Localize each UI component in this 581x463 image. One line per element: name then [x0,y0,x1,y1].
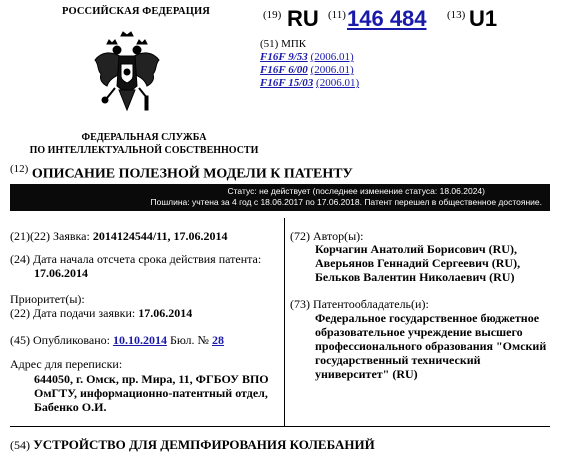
document-title [10,163,353,183]
owner-label: (73) Патентообладатель(и): [290,297,429,311]
owner-line: профессионального образования "Омский [315,339,547,353]
agency-name: ФЕДЕРАЛЬНАЯ СЛУЖБА ПО ИНТЕЛЛЕКТУАЛЬНОЙ СОБСТВЕННОСТИ [29,132,259,156]
address-line: Бабенко О.И. [34,400,107,414]
fee-line: Пошлина: учтена за 4 год с 18.06.2017 по 17.06.2018. Патент перешел в общественное достояние. [150,197,542,207]
filing-date-field: (22) Дата подачи заявки: 17.06.2014 [10,306,193,320]
owner-line: Федеральное государственное бюджетное [315,311,540,325]
utility-model-title-text: УСТРОЙСТВО ДЛЯ ДЕМПФИРОВАНИЯ КОЛЕБАНИЙ [33,437,375,452]
patent-number-link[interactable]: 146 484 [347,6,427,31]
application-number: 2014124544/11, 17.06.2014 [92,229,228,243]
document-title-text: ОПИСАНИЕ ПОЛЕЗНОЙ МОДЕЛИ К ПАТЕНТУ [31,166,353,182]
coat-of-arms-icon [93,30,161,115]
section-divider [10,426,550,427]
ipc-entry [260,77,359,90]
country-name: РОССИЙСКАЯ ФЕДЕРАЦИЯ [62,6,210,17]
address-line: ОмГТУ, информационно-патентный отдел, [34,386,268,400]
inid-code-12: (12) [10,163,29,175]
owner-line: университет" (RU) [315,367,418,381]
ipc-code-link[interactable]: F16F 9/53 [260,51,308,63]
ipc-version-link[interactable]: (2006.01) [310,64,354,76]
column-divider [284,218,285,426]
inid-code-19: (19) [263,9,282,21]
ipc-code-link[interactable]: F16F 6/00 [260,64,308,76]
published-field: (45) Опубликовано: 10.10.2014 Бюл. № 28 [10,333,224,347]
ipc-code-link[interactable]: F16F 15/03 [260,77,314,89]
inid-code-13: (13) [447,9,466,21]
bulletin-number-link[interactable]: 28 [211,333,224,347]
address-label: Адрес для переписки: [10,357,123,371]
kind-code: U1 [469,6,498,31]
address-line: 644050, г. Омск, пр. Мира, 11, ФГБОУ ВПО [34,372,269,386]
status-line: Статус: не действует (последнее изменение статуса: 18.06.2024) [227,186,485,196]
country-code: RU [287,6,319,31]
author-name: Бельков Валентин Николаевич (RU) [315,270,515,284]
term-start-label: (24) Дата начала отсчета срока действия патента: [10,252,262,266]
authors-label: (72) Автор(ы): [290,229,364,243]
ipc-entry [260,51,354,64]
utility-model-title [10,437,375,453]
mpk-label: (51) МПК [260,38,307,50]
ipc-version-link[interactable]: (2006.01) [316,77,360,89]
priority-label: Приоритет(ы): [10,292,85,306]
author-name: Аверьянов Геннадий Сергеевич (RU), [315,256,521,270]
owner-line: образовательное учреждение высшего [315,325,523,339]
ipc-entry [260,64,354,77]
author-name: Корчагин Анатолий Борисович (RU), [315,242,517,256]
inid-code-11: (11) [328,9,346,21]
term-start-date: 17.06.2014 [34,266,88,280]
status-bar [10,184,550,211]
inid-code-54: (54) [10,438,30,452]
owner-line: государственный технический [315,353,481,367]
ipc-version-link[interactable]: (2006.01) [310,51,354,63]
published-date-link[interactable]: 10.10.2014 [112,333,167,347]
filing-date: 17.06.2014 [138,306,193,320]
application-field: (21)(22) Заявка: 2014124544/11, 17.06.2014 [10,229,228,243]
